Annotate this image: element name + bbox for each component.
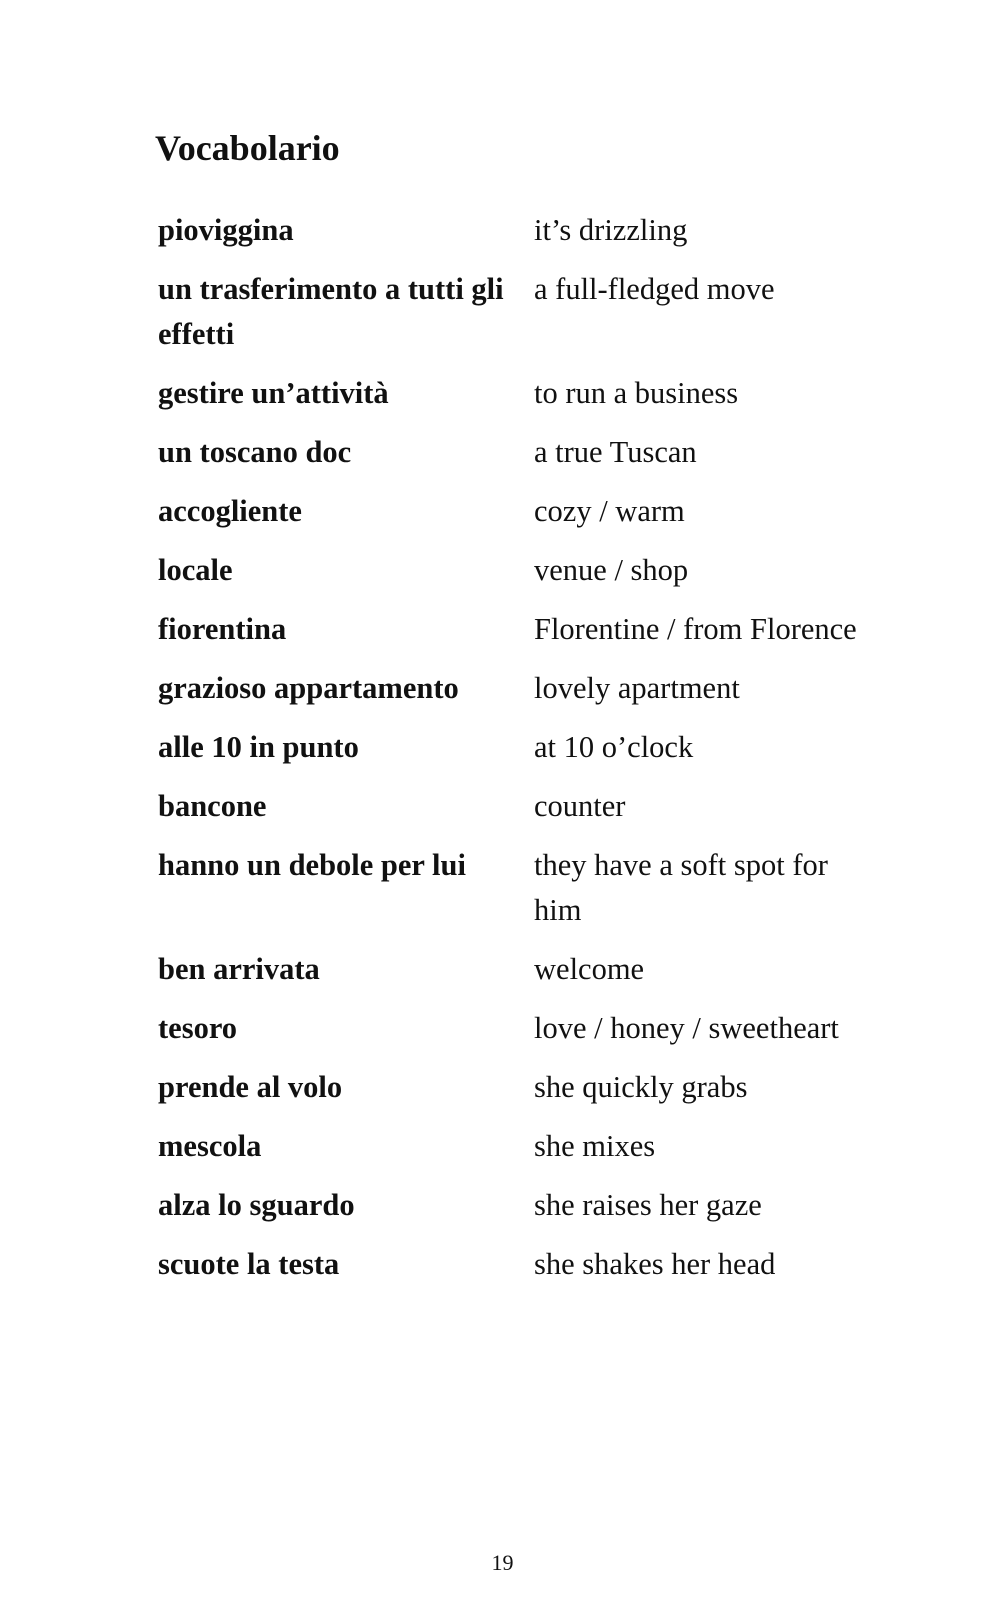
- vocab-entry: [158, 843, 878, 933]
- english-translation: she raises her gaze: [534, 1188, 762, 1222]
- vocab-entry: [158, 208, 878, 253]
- vocab-entry: [158, 371, 878, 416]
- vocab-entry: [158, 607, 878, 652]
- italian-term: un toscano doc: [158, 435, 352, 469]
- page-number: 19: [491, 1550, 514, 1575]
- vocab-entry: [158, 1065, 878, 1110]
- english-translation: she quickly grabs: [534, 1070, 748, 1104]
- italian-term: locale: [158, 553, 233, 587]
- italian-term: gestire un’attività: [158, 376, 389, 410]
- italian-term: un trasferimento a tutti gli effetti: [158, 272, 504, 351]
- english-translation: cozy / warm: [534, 494, 685, 528]
- italian-term: bancone: [158, 789, 267, 823]
- vocab-entry: [158, 1006, 878, 1051]
- vocabulary-list: [158, 208, 878, 1301]
- italian-term: tesoro: [158, 1011, 238, 1045]
- italian-term: ben arrivata: [158, 952, 320, 986]
- vocab-entry: [158, 548, 878, 593]
- vocab-entry: [158, 1242, 878, 1287]
- vocab-entry: [158, 666, 878, 711]
- vocab-entry: [158, 784, 878, 829]
- italian-term: alza lo sguardo: [158, 1188, 355, 1222]
- english-translation: to run a business: [534, 376, 739, 410]
- english-translation: it’s drizzling: [534, 213, 688, 247]
- english-translation: she mixes: [534, 1129, 656, 1163]
- english-translation: counter: [534, 789, 626, 823]
- english-translation: Florentine / from Florence: [534, 612, 857, 646]
- italian-term: fiorentina: [158, 612, 287, 646]
- italian-term: alle 10 in punto: [158, 730, 359, 764]
- english-translation: lovely apartment: [534, 671, 740, 705]
- vocab-entry: [158, 1183, 878, 1228]
- english-translation: she shakes her head: [534, 1247, 776, 1281]
- italian-term: accogliente: [158, 494, 302, 528]
- italian-term: scuote la testa: [158, 1247, 340, 1281]
- page-title: Vocabolario: [155, 128, 340, 168]
- vocab-entry: [158, 430, 878, 475]
- vocab-entry: [158, 1124, 878, 1169]
- vocab-entry: [158, 947, 878, 992]
- english-translation: a full-fledged move: [534, 272, 775, 306]
- vocab-entry: [158, 489, 878, 534]
- italian-term: pioviggina: [158, 213, 294, 247]
- italian-term: hanno un debole per lui: [158, 848, 466, 882]
- italian-term: grazioso appartamento: [158, 671, 459, 705]
- italian-term: prende al volo: [158, 1070, 343, 1104]
- english-translation: love / honey / sweetheart: [534, 1011, 839, 1045]
- english-translation: they have a soft spot for him: [534, 848, 828, 927]
- english-translation: at 10 o’clock: [534, 730, 694, 764]
- english-translation: welcome: [534, 952, 645, 986]
- vocab-entry: [158, 725, 878, 770]
- english-translation: a true Tuscan: [534, 435, 697, 469]
- vocab-entry: [158, 267, 878, 357]
- english-translation: venue / shop: [534, 553, 689, 587]
- italian-term: mescola: [158, 1129, 262, 1163]
